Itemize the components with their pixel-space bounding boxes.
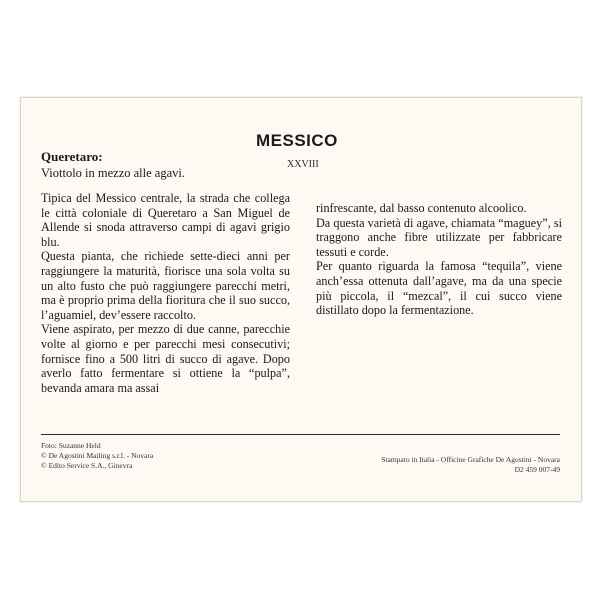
credit-line: © Edito Service S.A., Ginevra	[41, 461, 133, 470]
card-title: MESSICO	[256, 131, 338, 150]
paragraph: Tipica del Messico centrale, la strada che collega le città coloniale di Queretaro a San Miguel de Allende si snoda attraverso campi di agavi grigio blu.	[41, 191, 290, 249]
photo-credits	[41, 441, 153, 471]
card-code: D2 459 007-49	[514, 465, 560, 474]
printer-line: Stampato in Italia - Officine Grafiche De Agostini - Novara	[381, 455, 560, 464]
divider-line	[41, 434, 560, 435]
volume-number: XXVIII	[287, 159, 319, 170]
paragraph: Viene aspirato, per mezzo di due canne, parecchie volte al giorno e per parecchi mesi consecutivi; fornisce fino a 500 litri di succo di agave. Dopo averlo fatto fermentare si ottiene la “pulpa”, bevanda amara ma assai	[41, 322, 290, 395]
paragraph: Questa pianta, che richiede sette-dieci anni per raggiungere la maturità, fiorisce una sola volta su un alto fusto che può raggiungere parecchi metri, ma è proprio prima della fioritura che il suo succo, l’aguamiel, dev’essere raccolto.	[41, 249, 290, 322]
paragraph: Per quanto riguarda la famosa “tequila”, viene anch’essa ottenuta dall’agave, ma da una specie più piccola, il “mezcal”, il cui succo viene distillato dopo la fermentazione.	[316, 259, 562, 318]
printer-info	[381, 455, 560, 475]
credit-line: © De Agostini Mailing s.r.l. - Novara	[41, 451, 154, 460]
text-column-right	[316, 201, 562, 318]
credit-line: Foto: Suzanne Held	[41, 441, 101, 450]
text-column-left	[41, 191, 290, 395]
photo-caption: Viottolo in mezzo alle agavi.	[41, 166, 185, 180]
place-name: Queretaro:	[41, 149, 103, 164]
paragraph: Da questa varietà di agave, chiamata “maguey”, si traggono anche fibre utilizzate per fabbricare tessuti e corde.	[316, 215, 562, 259]
paragraph: rinfrescante, dal basso contenuto alcoolico.	[316, 201, 527, 215]
